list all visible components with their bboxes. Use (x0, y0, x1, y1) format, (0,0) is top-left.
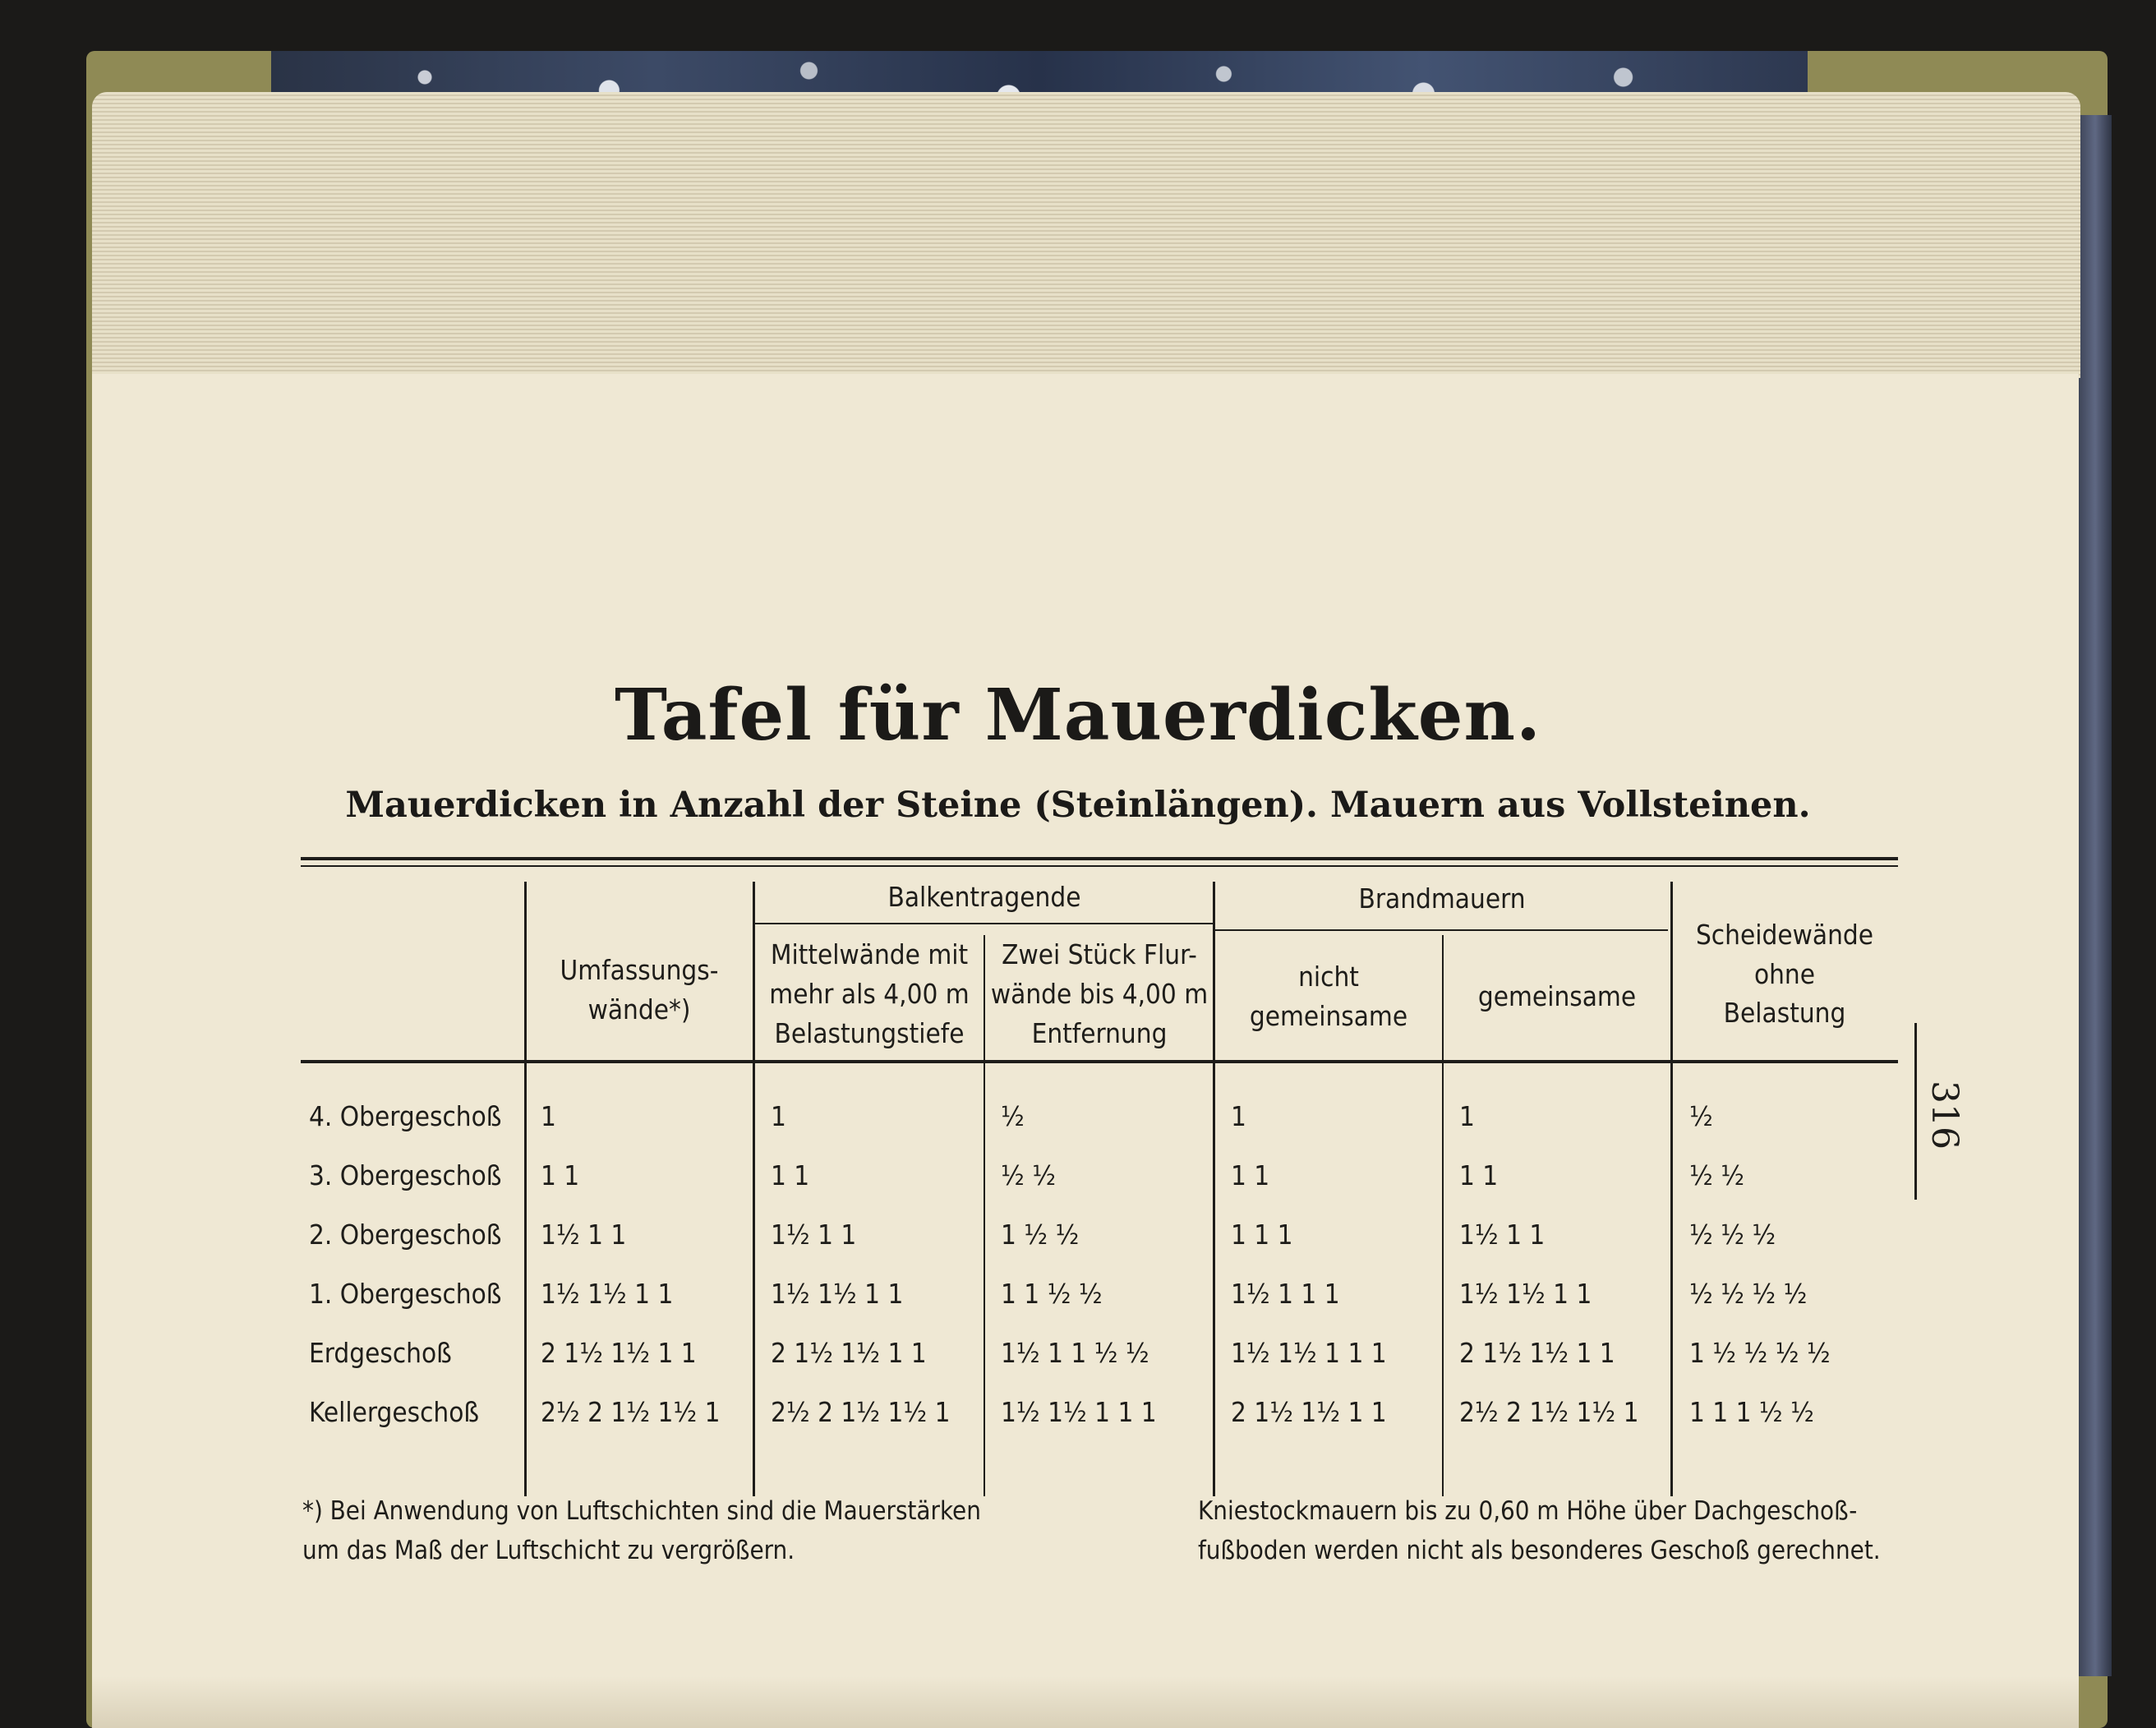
cell-mittelwaende: 1½ 1½ 1 1 (771, 1277, 904, 1310)
row-label: Kellergeschoß (309, 1395, 480, 1428)
cell-nicht-gemeinsame: 1 (1231, 1099, 1246, 1132)
cell-umfassung: 1 (541, 1099, 556, 1132)
cell-mittelwaende: 1 (771, 1099, 786, 1132)
cell-gemeinsame: 1½ 1½ 1 1 (1459, 1277, 1592, 1310)
page-subtitle: Mauerdicken in Anzahl der Steine (Steinlängen). Mauern aus Vollsteinen. (345, 785, 1811, 826)
col-divider-4 (1213, 882, 1215, 1496)
col-divider-3 (984, 935, 985, 1496)
header-mittelwaende: Mittelwände mit mehr als 4,00 m Belastungstiefe (769, 938, 970, 1049)
cell-gemeinsame: 1½ 1 1 (1459, 1218, 1546, 1251)
cell-scheidewaende: ½ (1689, 1099, 1713, 1132)
cell-mittelwaende: 1 1 (771, 1159, 810, 1191)
header-bottom-rule (301, 1060, 1898, 1063)
col-divider-1 (524, 882, 527, 1496)
page-gutter (92, 1676, 2079, 1728)
header-flurwaende: Zwei Stück Flur- wände bis 4,00 m Entfernung (990, 938, 1209, 1049)
wall-thickness-table (301, 857, 1898, 1498)
brand-group-rule (1214, 929, 1668, 931)
cell-umfassung: 2 1½ 1½ 1 1 (541, 1336, 697, 1369)
header-umfassungswaende: Umfassungs- wände*) (560, 954, 719, 1025)
cell-umfassung: 1 1 (541, 1159, 580, 1191)
cell-flurwaende: 1 ½ ½ (1001, 1218, 1080, 1251)
cell-flurwaende: ½ ½ (1001, 1159, 1056, 1191)
header-group-balkentragende: Balkentragende (887, 881, 1081, 914)
cell-scheidewaende: 1 1 1 ½ ½ (1689, 1395, 1814, 1428)
table-top-rule (301, 857, 1898, 860)
cell-gemeinsame: 2½ 2 1½ 1½ 1 (1459, 1395, 1639, 1428)
cell-umfassung: 1½ 1 1 (541, 1218, 627, 1251)
cell-flurwaende: ½ (1001, 1099, 1025, 1132)
col-divider-2 (753, 882, 755, 1496)
page-edges (92, 92, 2080, 378)
header-scheidewaende: Scheidewände ohne Belastung (1695, 918, 1874, 1030)
balken-group-rule (754, 923, 1214, 924)
page-title: Tafel für Mauerdicken. (615, 674, 1541, 757)
cell-scheidewaende: ½ ½ ½ (1689, 1218, 1776, 1251)
footnote-right: Kniestockmauern bis zu 0,60 m Höhe über Dachgeschoß- fußboden werden nicht als besonderes Geschoß gerechnet. (1198, 1496, 1881, 1566)
header-nicht-gemeinsame: nicht gemeinsame (1249, 961, 1408, 1032)
cell-nicht-gemeinsame: 2 1½ 1½ 1 1 (1231, 1395, 1387, 1428)
cell-mittelwaende: 1½ 1 1 (771, 1218, 857, 1251)
col-divider-6 (1670, 882, 1673, 1496)
cell-nicht-gemeinsame: 1 1 (1231, 1159, 1270, 1191)
page-number-rule (1914, 1023, 1917, 1200)
cell-mittelwaende: 2½ 2 1½ 1½ 1 (771, 1395, 951, 1428)
cell-gemeinsame: 1 (1459, 1099, 1475, 1132)
cell-gemeinsame: 1 1 (1459, 1159, 1499, 1191)
book-spine (2079, 115, 2112, 1676)
cell-flurwaende: 1 1 ½ ½ (1001, 1277, 1103, 1310)
cell-umfassung: 1½ 1½ 1 1 (541, 1277, 674, 1310)
row-label: 2. Obergeschoß (309, 1218, 502, 1251)
cell-scheidewaende: ½ ½ (1689, 1159, 1744, 1191)
cell-flurwaende: 1½ 1½ 1 1 1 (1001, 1395, 1157, 1428)
header-gemeinsame: gemeinsame (1477, 980, 1637, 1013)
cell-nicht-gemeinsame: 1½ 1½ 1 1 1 (1231, 1336, 1387, 1369)
table-top-rule-thin (301, 865, 1898, 867)
cell-scheidewaende: ½ ½ ½ ½ (1689, 1277, 1808, 1310)
footnote-left: *) Bei Anwendung von Luftschichten sind die Mauerstärken um das Maß der Luftschicht zu vergrößern. (302, 1496, 981, 1566)
cell-scheidewaende: 1 ½ ½ ½ ½ (1689, 1336, 1831, 1369)
cell-umfassung: 2½ 2 1½ 1½ 1 (541, 1395, 721, 1428)
row-label: 3. Obergeschoß (309, 1159, 502, 1191)
row-label: Erdgeschoß (309, 1336, 452, 1369)
row-label: 1. Obergeschoß (309, 1277, 502, 1310)
col-divider-5 (1442, 935, 1444, 1496)
cell-nicht-gemeinsame: 1½ 1 1 1 (1231, 1277, 1340, 1310)
cell-flurwaende: 1½ 1 1 ½ ½ (1001, 1336, 1149, 1369)
header-group-brandmauern: Brandmauern (1358, 882, 1526, 915)
cell-gemeinsame: 2 1½ 1½ 1 1 (1459, 1336, 1615, 1369)
cell-mittelwaende: 2 1½ 1½ 1 1 (771, 1336, 927, 1369)
page-number: 316 (1923, 1081, 1965, 1150)
cell-nicht-gemeinsame: 1 1 1 (1231, 1218, 1293, 1251)
row-label: 4. Obergeschoß (309, 1099, 502, 1132)
